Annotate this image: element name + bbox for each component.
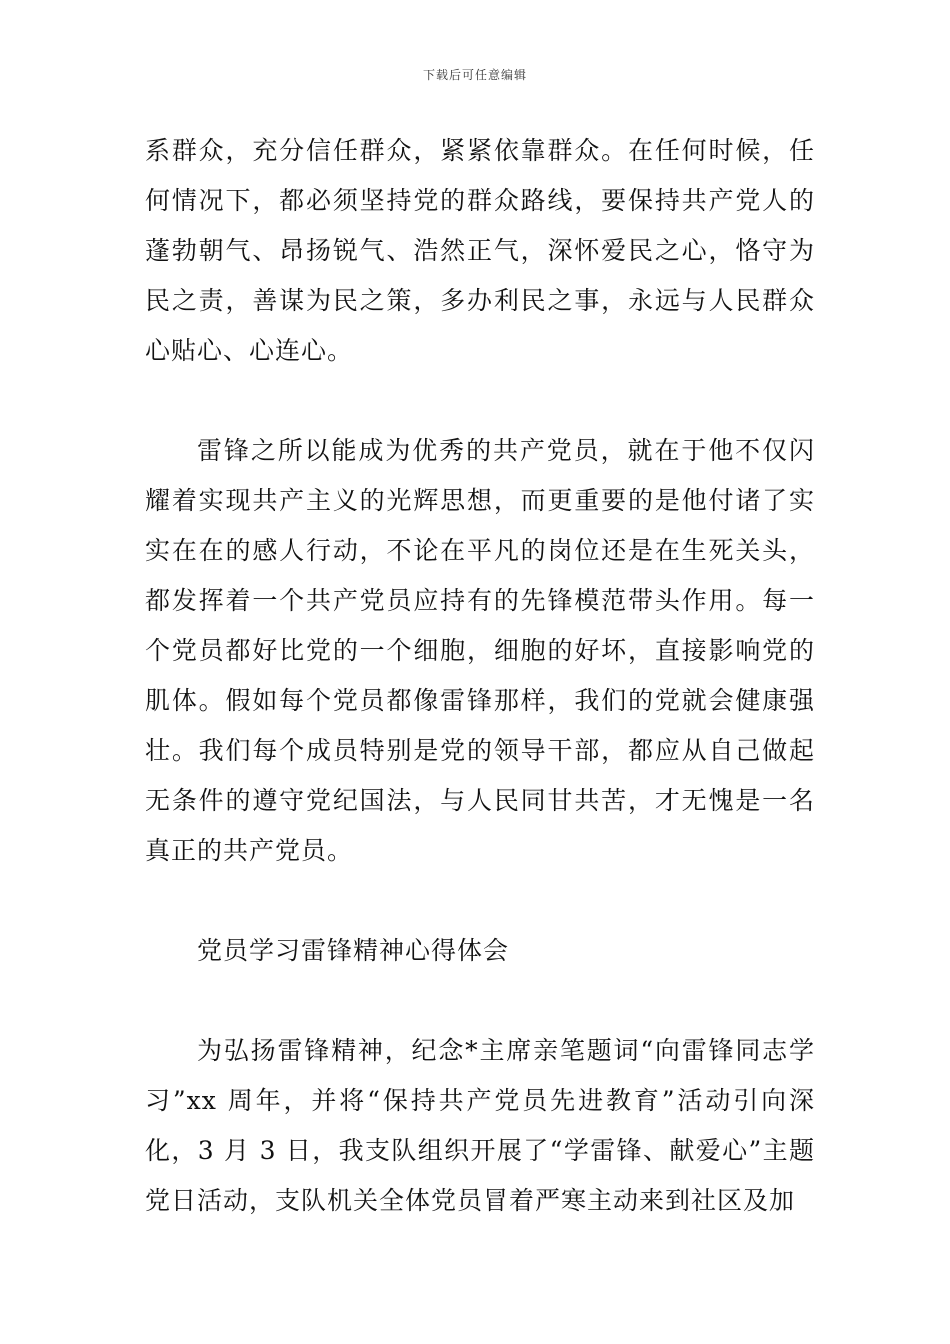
document-body [145,126,815,1226]
section-heading: 党员学习雷锋精神心得体会 [197,936,510,965]
header-note: 下载后可任意编辑 [422,68,527,82]
paragraph-spacer [145,376,815,426]
paragraph-3: 为弘扬雷锋精神，纪念*主席亲笔题词“向雷锋同志学习”xx 周年，并将“保持共产党员先进教育”活动引向深化，3 月 3 日，我支队组织开展了“学雷锋、献爱心”主题党日活动，支队机关全体党员冒着严寒主动来到社区及加 [145,1036,815,1215]
paragraph-1: 系群众，充分信任群众，紧紧依靠群众。在任何时候，任何情况下，都必须坚持党的群众路线，要保持共产党人的蓬勃朝气、昂扬锐气、浩然正气，深怀爱民之心，恪守为民之责，善谋为民之策，多办利民之事，永远与人民群众心贴心、心连心。 [145,136,815,365]
paragraph-spacer [145,976,815,1026]
paragraph-spacer [145,876,815,926]
paragraph-2: 雷锋之所以能成为优秀的共产党员，就在于他不仅闪耀着实现共产主义的光辉思想，而更重要的是他付诸了实实在在的感人行动，不论在平凡的岗位还是在生死关头，都发挥着一个共产党员应持有的先锋模范带头作用。每一个党员都好比党的一个细胞，细胞的好坏，直接影响党的肌体。假如每个党员都像雷锋那样，我们的党就会健康强壮。我们每个成员特别是党的领导干部，都应从自己做起无条件的遵守党纪国法，与人民同甘共苦，才无愧是一名真正的共产党员。 [145,436,815,865]
